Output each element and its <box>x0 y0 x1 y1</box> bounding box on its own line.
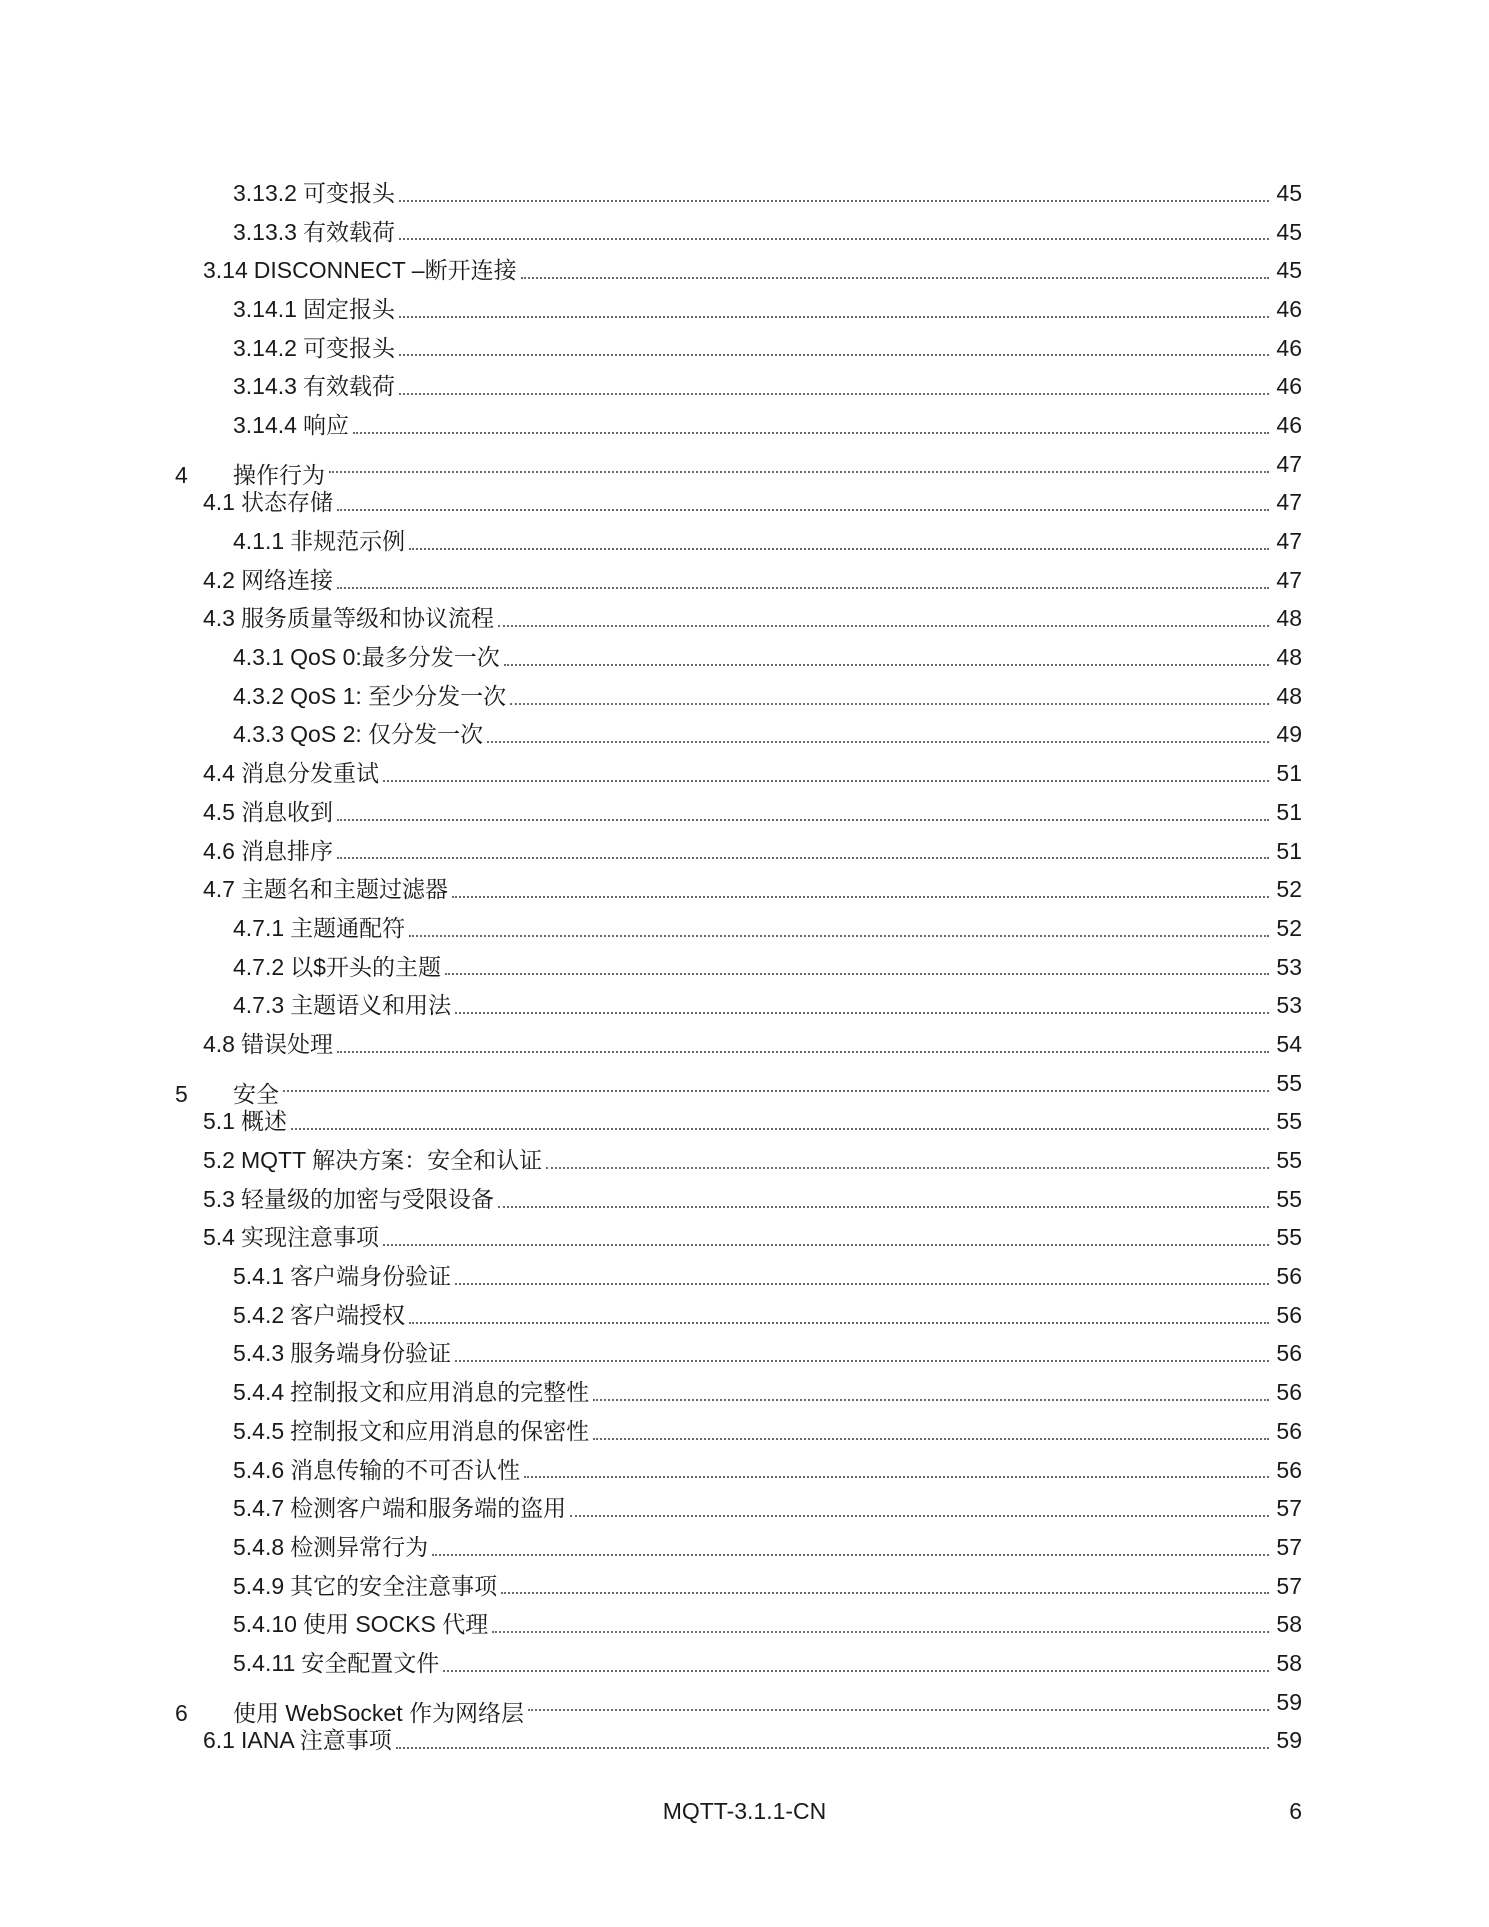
toc-section-title: 主题通配符 <box>290 914 406 941</box>
toc-page-number: 58 <box>1276 1611 1302 1638</box>
toc-section-number: 5.4 <box>203 1224 235 1251</box>
toc-entry-label <box>203 878 448 901</box>
toc-dot-leader <box>452 896 1269 898</box>
toc-section-number: 4.5 <box>203 798 235 825</box>
toc-page-number: 56 <box>1276 1340 1302 1367</box>
toc-page-number: 48 <box>1276 644 1302 671</box>
toc-page-number: 56 <box>1276 1301 1302 1328</box>
toc-entry[interactable] <box>0 1605 1489 1644</box>
toc-section-number: 4.1 <box>203 489 235 516</box>
toc-entry-label <box>233 1533 429 1560</box>
toc-section-title: 操作行为 <box>233 462 325 489</box>
toc-page-number: 47 <box>1276 566 1302 593</box>
toc-entry-label <box>233 1342 451 1365</box>
toc-dot-leader <box>528 1709 1269 1711</box>
toc-entry[interactable] <box>0 1064 1489 1108</box>
toc-section-number: 4.3.3 <box>233 721 285 748</box>
toc-entry[interactable] <box>0 1025 1489 1064</box>
toc-entry-label <box>233 375 395 398</box>
toc-entry[interactable] <box>0 329 1489 368</box>
toc-dot-leader <box>283 1090 1269 1092</box>
toc-section-title: IANA 注意事项 <box>240 1727 392 1754</box>
toc-entry-label <box>203 798 333 825</box>
toc-entry[interactable] <box>0 716 1489 755</box>
toc-section-title: 实现注意事项 <box>240 1224 379 1251</box>
toc-page-number: 51 <box>1276 760 1302 787</box>
toc-section-title: 消息排序 <box>240 837 333 864</box>
toc-section-number: 4.3.1 <box>233 644 285 671</box>
toc-section-title: 消息传输的不可否认性 <box>290 1456 521 1483</box>
toc-page-number: 47 <box>1276 528 1302 555</box>
toc-page-number: 59 <box>1276 1727 1302 1754</box>
toc-section-title: 安全配置文件 <box>301 1649 440 1676</box>
toc-entry-label <box>233 953 441 980</box>
toc-section-title: 客户端身份验证 <box>290 1263 452 1290</box>
toc-dot-leader <box>337 509 1269 511</box>
toc-section-number: 4.4 <box>203 760 235 787</box>
toc-dot-leader <box>455 1012 1269 1014</box>
toc-entry-label <box>203 1110 287 1133</box>
toc-section-number: 3.14.4 <box>233 411 297 438</box>
toc-section-number: 5.4.10 <box>233 1611 297 1638</box>
toc-page-number: 55 <box>1276 1147 1302 1174</box>
toc-page-number: 53 <box>1276 953 1302 980</box>
toc-section-title: 固定报头 <box>302 295 395 322</box>
toc-section-title: 其它的安全注意事项 <box>290 1572 498 1599</box>
toc-page-number: 47 <box>1276 489 1302 516</box>
toc-section-title: 消息分发重试 <box>240 760 379 787</box>
toc-page-number: 58 <box>1276 1649 1302 1676</box>
toc-page-number: 57 <box>1276 1495 1302 1522</box>
toc-entry-label <box>203 1030 333 1057</box>
toc-page-number: 55 <box>1276 1224 1302 1251</box>
toc-page-number: 46 <box>1276 411 1302 438</box>
toc-entry[interactable] <box>0 600 1489 639</box>
toc-section-title: 控制报文和应用消息的完整性 <box>290 1379 590 1406</box>
toc-entry-label <box>203 1729 392 1752</box>
toc-section-title: 消息收到 <box>240 798 333 825</box>
toc-section-title: 轻量级的加密与受限设备 <box>240 1185 494 1212</box>
toc-section-number: 5.4.6 <box>233 1456 285 1483</box>
toc-section-number: 5.3 <box>203 1185 235 1212</box>
toc-section-title: 安全 <box>233 1081 279 1108</box>
toc-entry-label <box>203 1226 379 1249</box>
toc-entry[interactable] <box>0 1722 1489 1761</box>
toc-dot-leader <box>445 973 1269 975</box>
toc-entry[interactable] <box>0 174 1489 213</box>
toc-entry[interactable] <box>0 870 1489 909</box>
toc-section-title: 网络连接 <box>240 566 333 593</box>
toc-dot-leader <box>399 316 1269 318</box>
toc-section-title: 控制报文和应用消息的保密性 <box>290 1417 590 1444</box>
toc-section-number: 3.13.3 <box>233 218 297 245</box>
toc-section-number: 4.2 <box>203 566 235 593</box>
toc-dot-leader <box>501 1592 1269 1594</box>
toc-page-number: 45 <box>1276 218 1302 245</box>
toc-page-number: 56 <box>1276 1456 1302 1483</box>
toc-page-number: 54 <box>1276 1030 1302 1057</box>
toc-entry-label <box>233 723 483 746</box>
toc-section-title: QoS 2: 仅分发一次 <box>290 721 484 748</box>
toc-section-number: 3.14.2 <box>233 334 297 361</box>
toc-entry-label <box>233 1649 440 1676</box>
toc-section-number: 5.2 <box>203 1147 235 1174</box>
toc-section-number: 5.4.4 <box>233 1379 285 1406</box>
toc-dot-leader <box>455 1283 1269 1285</box>
toc-section-number: 4.3.2 <box>233 682 285 709</box>
toc-entry-label <box>233 1572 498 1599</box>
toc-entry-label <box>233 646 500 669</box>
toc-entry-label <box>233 411 349 438</box>
toc-section-title: 主题名和主题过滤器 <box>240 876 448 903</box>
toc-entry[interactable] <box>0 793 1489 832</box>
toc-dot-leader <box>570 1515 1269 1517</box>
toc-entry[interactable] <box>0 1451 1489 1490</box>
toc-page-number: 56 <box>1276 1417 1302 1444</box>
toc-section-title: QoS 0:最多分发一次 <box>290 644 500 671</box>
toc-dot-leader <box>399 238 1269 240</box>
toc-dot-leader <box>409 935 1269 937</box>
toc-entry[interactable] <box>0 213 1489 252</box>
toc-entry[interactable] <box>0 522 1489 561</box>
toc-entry[interactable] <box>0 1103 1489 1142</box>
toc-section-title: 使用 SOCKS 代理 <box>302 1611 489 1638</box>
toc-dot-leader <box>487 741 1269 743</box>
toc-entry[interactable] <box>0 1219 1489 1258</box>
toc-dot-leader <box>337 819 1269 821</box>
toc-entry[interactable] <box>0 1412 1489 1451</box>
toc-section-number: 6.1 <box>203 1727 235 1754</box>
toc-page-number: 45 <box>1276 257 1302 284</box>
toc-entry[interactable] <box>0 1567 1489 1606</box>
toc-dot-leader <box>498 625 1269 627</box>
toc-section-title: 检测客户端和服务端的盗用 <box>290 1495 567 1522</box>
toc-section-number: 5.4.9 <box>233 1572 285 1599</box>
page-number: 6 <box>1289 1798 1302 1824</box>
toc-entry-label <box>203 491 333 514</box>
toc-page-number: 49 <box>1276 721 1302 748</box>
toc-section-number: 5.4.5 <box>233 1417 285 1444</box>
toc-dot-leader <box>399 354 1269 356</box>
toc-entry[interactable] <box>0 1489 1489 1528</box>
toc-entry[interactable] <box>0 677 1489 716</box>
toc-entry[interactable] <box>0 290 1489 329</box>
toc-section-number: 4.6 <box>203 837 235 864</box>
toc-section-number: 4.8 <box>203 1030 235 1057</box>
toc-section-number: 3.14.1 <box>233 295 297 322</box>
toc-dot-leader <box>383 780 1269 782</box>
toc-section-number: 6 <box>175 1700 188 1727</box>
toc-entry[interactable] <box>0 1335 1489 1374</box>
toc-entry[interactable] <box>0 251 1489 290</box>
toc-dot-leader <box>383 1244 1269 1246</box>
toc-entry-label <box>233 994 451 1017</box>
toc-dot-leader <box>409 548 1269 550</box>
toc-entry-label <box>233 218 395 245</box>
toc-entry[interactable] <box>0 367 1489 406</box>
toc-section-number: 5.1 <box>203 1108 235 1135</box>
toc-entry-label <box>233 682 507 709</box>
toc-page-number: 52 <box>1276 914 1302 941</box>
toc-entry-label <box>233 530 405 553</box>
toc-section-title: 以$开头的主题 <box>290 953 441 980</box>
toc-page-number: 47 <box>1276 450 1302 477</box>
toc-section-number: 4.7.3 <box>233 992 285 1019</box>
toc-dot-leader <box>432 1554 1269 1556</box>
toc-entry-label <box>233 1497 566 1520</box>
toc-section-number: 5.4.2 <box>233 1301 285 1328</box>
toc-entry-label <box>233 1301 406 1328</box>
toc-section-number: 4.1.1 <box>233 528 285 555</box>
toc-section-number: 5.4.11 <box>233 1649 296 1676</box>
toc-section-title: QoS 1: 至少分发一次 <box>290 682 507 709</box>
toc-entry[interactable] <box>0 561 1489 600</box>
toc-section-number: 4.7 <box>203 876 235 903</box>
toc-dot-leader <box>593 1399 1269 1401</box>
toc-dot-leader <box>399 393 1269 395</box>
toc-page-number: 46 <box>1276 295 1302 322</box>
toc-dot-leader <box>524 1476 1269 1478</box>
toc-page-number: 57 <box>1276 1533 1302 1560</box>
toc-section-number: 3.14 <box>203 257 248 284</box>
toc-section-title: MQTT 解决方案：安全和认证 <box>240 1147 543 1174</box>
toc-page-number: 55 <box>1276 1108 1302 1135</box>
toc-page-number: 51 <box>1276 798 1302 825</box>
toc-section-title: 主题语义和用法 <box>290 992 452 1019</box>
toc-dot-leader <box>353 432 1269 434</box>
toc-entry[interactable] <box>0 1683 1489 1727</box>
toc-section-number: 5 <box>175 1081 188 1108</box>
toc-entry[interactable] <box>0 638 1489 677</box>
toc-page-number: 55 <box>1276 1185 1302 1212</box>
toc-page-number: 48 <box>1276 605 1302 632</box>
toc-section-number: 4.3 <box>203 605 235 632</box>
toc-entry-label <box>203 1185 494 1212</box>
toc-entry-label <box>203 566 333 593</box>
toc-section-number: 5.4.3 <box>233 1340 285 1367</box>
toc-page-number: 59 <box>1276 1688 1302 1715</box>
toc-entry[interactable] <box>0 948 1489 987</box>
page-footer <box>0 1798 1489 1828</box>
toc-section-title: 检测异常行为 <box>290 1533 429 1560</box>
toc-dot-leader <box>396 1747 1269 1749</box>
toc-section-title: 可变报头 <box>302 334 395 361</box>
toc-entry[interactable] <box>0 909 1489 948</box>
toc-entry[interactable] <box>0 1644 1489 1683</box>
toc-entry-label <box>233 1456 521 1483</box>
toc-dot-leader <box>409 1322 1269 1324</box>
toc-dot-leader <box>337 857 1269 859</box>
toc-section-title: 使用 WebSocket 作为网络层 <box>233 1700 524 1727</box>
toc-section-number: 4.7.1 <box>233 914 285 941</box>
toc-entry-label <box>203 1149 542 1172</box>
toc-section-number: 5.4.7 <box>233 1495 285 1522</box>
toc-page-number: 51 <box>1276 837 1302 864</box>
toc-section-number: 4.7.2 <box>233 953 285 980</box>
toc-section-title: 错误处理 <box>240 1030 333 1057</box>
toc-entry[interactable] <box>0 1528 1489 1567</box>
toc-section-number: 5.4.1 <box>233 1263 285 1290</box>
toc-entry-label <box>203 607 494 630</box>
toc-section-title: 客户端授权 <box>290 1301 406 1328</box>
toc-dot-leader <box>593 1438 1269 1440</box>
toc-section-title: 服务质量等级和协议流程 <box>240 605 494 632</box>
toc-dot-leader <box>291 1128 1269 1130</box>
document-id: MQTT-3.1.1-CN <box>662 1798 827 1824</box>
toc-dot-leader <box>510 703 1269 705</box>
toc-section-title: 服务端身份验证 <box>290 1340 452 1367</box>
toc-page-number: 53 <box>1276 992 1302 1019</box>
toc-page-number: 46 <box>1276 373 1302 400</box>
toc-entry[interactable] <box>0 484 1489 523</box>
toc-entry[interactable] <box>0 445 1489 489</box>
toc-section-title: 有效载荷 <box>302 373 395 400</box>
toc-entry[interactable] <box>0 1257 1489 1296</box>
toc-page-number: 56 <box>1276 1263 1302 1290</box>
toc-entry[interactable] <box>0 832 1489 871</box>
toc-dot-leader <box>521 277 1269 279</box>
toc-entry-label <box>233 179 395 206</box>
toc-entry-label <box>233 1613 488 1636</box>
toc-section-title: 非规范示例 <box>290 528 406 555</box>
toc-page-number: 56 <box>1276 1379 1302 1406</box>
toc-section-number: 4 <box>175 462 188 489</box>
toc-dot-leader <box>546 1167 1269 1169</box>
toc-entry[interactable] <box>0 1180 1489 1219</box>
toc-dot-leader <box>337 1051 1269 1053</box>
toc-section-number: 5.4.8 <box>233 1533 285 1560</box>
toc-page-number: 57 <box>1276 1572 1302 1599</box>
toc-dot-leader <box>492 1631 1269 1633</box>
toc-dot-leader <box>443 1670 1269 1672</box>
toc-page-number: 52 <box>1276 876 1302 903</box>
toc-entry-label <box>233 914 406 941</box>
toc-section-number: 3.13.2 <box>233 179 297 206</box>
toc-section-title: 状态存储 <box>240 489 333 516</box>
toc-dot-leader <box>455 1360 1269 1362</box>
toc-page-number: 55 <box>1276 1069 1302 1096</box>
toc-section-title: 有效载荷 <box>302 218 395 245</box>
toc-entry-label <box>233 295 395 322</box>
toc-entry[interactable] <box>0 754 1489 793</box>
toc-page-number: 45 <box>1276 179 1302 206</box>
toc-entry-label <box>203 762 379 785</box>
toc-section-title: 概述 <box>240 1108 287 1135</box>
toc-section-title: DISCONNECT –断开连接 <box>253 257 517 284</box>
table-of-contents <box>0 174 1489 1760</box>
toc-entry-label <box>233 334 395 361</box>
toc-section-number: 3.14.3 <box>233 373 297 400</box>
toc-entry[interactable] <box>0 1373 1489 1412</box>
toc-dot-leader <box>337 587 1269 589</box>
toc-entry[interactable] <box>0 1296 1489 1335</box>
toc-dot-leader <box>498 1206 1269 1208</box>
toc-section-title: 可变报头 <box>302 179 395 206</box>
toc-dot-leader <box>504 664 1269 666</box>
toc-page-number: 48 <box>1276 682 1302 709</box>
toc-page-number: 46 <box>1276 334 1302 361</box>
toc-entry-label <box>203 837 333 864</box>
toc-entry-label <box>233 1381 589 1404</box>
toc-entry[interactable] <box>0 1141 1489 1180</box>
toc-entry[interactable] <box>0 406 1489 445</box>
toc-dot-leader <box>399 200 1269 202</box>
toc-entry-label <box>203 259 517 282</box>
toc-dot-leader <box>329 471 1269 473</box>
toc-entry-label <box>233 1417 590 1444</box>
toc-entry[interactable] <box>0 986 1489 1025</box>
toc-section-title: 响应 <box>302 411 349 438</box>
toc-entry-label <box>233 1265 451 1288</box>
